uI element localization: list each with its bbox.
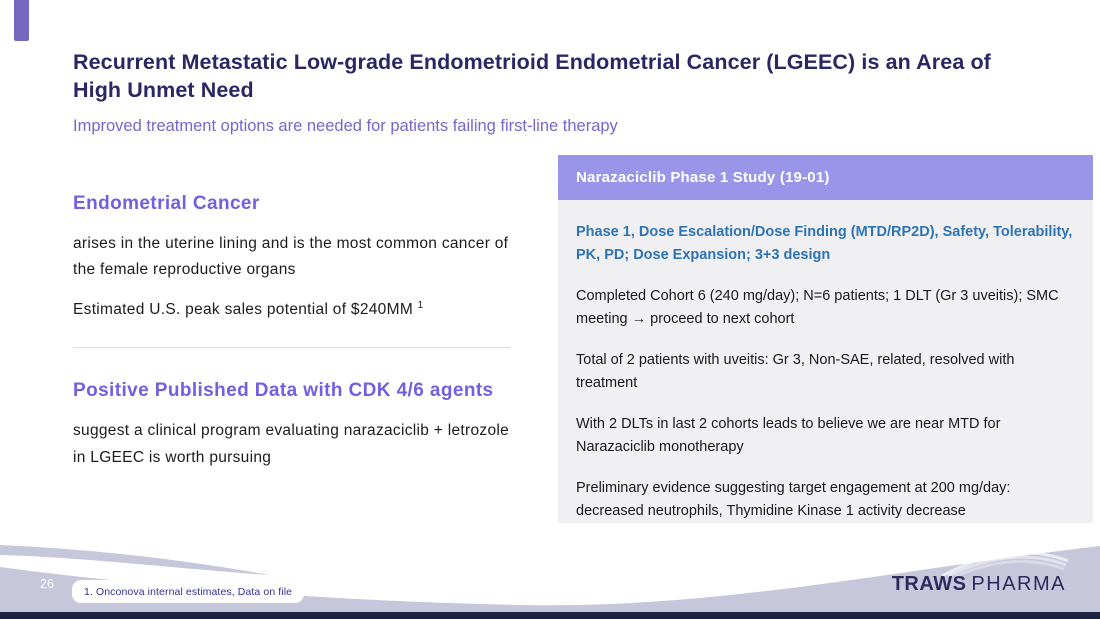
left-column	[73, 193, 515, 484]
footnote-pill	[72, 580, 304, 603]
logo-text-pharma: PHARMA	[971, 573, 1066, 595]
panel-paragraph-cohort6: Completed Cohort 6 (240 mg/day); N=6 patients; 1 DLT (Gr 3 uveitis); SMC meeting → proceed to next cohort	[576, 287, 1059, 328]
traws-pharma-logo	[892, 573, 1066, 596]
bottom-accent-strip	[0, 612, 1100, 619]
panel-header: Narazaciclib Phase 1 Study (19-01)	[558, 155, 1093, 200]
slide-title: Recurrent Metastatic Low-grade Endometrioid Endometrial Cancer (LGEEC) is an Area of High Unmet Need	[73, 50, 991, 103]
logo-text-traws: TRAWS	[891, 573, 967, 595]
phase1-study-panel	[558, 155, 1093, 523]
panel-paragraph-dlts: With 2 DLTs in last 2 cohorts leads to believe we are near MTD for Narazaciclib monotherapy	[576, 415, 1001, 456]
panel-paragraph-uveitis: Total of 2 patients with uveitis: Gr 3, Non-SAE, related, resolved with treatment	[576, 351, 1015, 392]
panel-paragraph-target-engagement: Preliminary evidence suggesting target engagement at 200 mg/day: decreased neutrophils, Thymidine Kinase 1 activity decrease	[576, 479, 1011, 520]
footnote-reference: 1	[417, 299, 424, 311]
peak-sales-line	[73, 297, 515, 324]
section-heading-published-data: Positive Published Data with CDK 4/6 agents	[73, 380, 494, 402]
published-data-description: suggest a clinical program evaluating narazaciclib + letrozole in LGEEC is worth pursuing	[73, 422, 510, 466]
study-design-line: Phase 1, Dose Escalation/Dose Finding (MTD/RP2D), Safety, Tolerability, PK, PD; Dose Expansion; 3+3 design	[576, 224, 1073, 264]
section-divider	[73, 347, 510, 348]
footnote-text: 1. Onconova internal estimates, Data on file	[84, 586, 293, 598]
page-number: 26	[40, 577, 54, 591]
peak-sales-text: Estimated U.S. peak sales potential of $240MM	[73, 300, 414, 318]
section-heading-endometrial-cancer: Endometrial Cancer	[73, 193, 260, 214]
accent-tab	[14, 0, 29, 41]
slide-subtitle: Improved treatment options are needed for patients failing first-line therapy	[73, 117, 618, 135]
panel-body	[558, 200, 1093, 523]
endometrial-cancer-description: arises in the uterine lining and is the most common cancer of the female reproductive organs	[73, 235, 509, 279]
